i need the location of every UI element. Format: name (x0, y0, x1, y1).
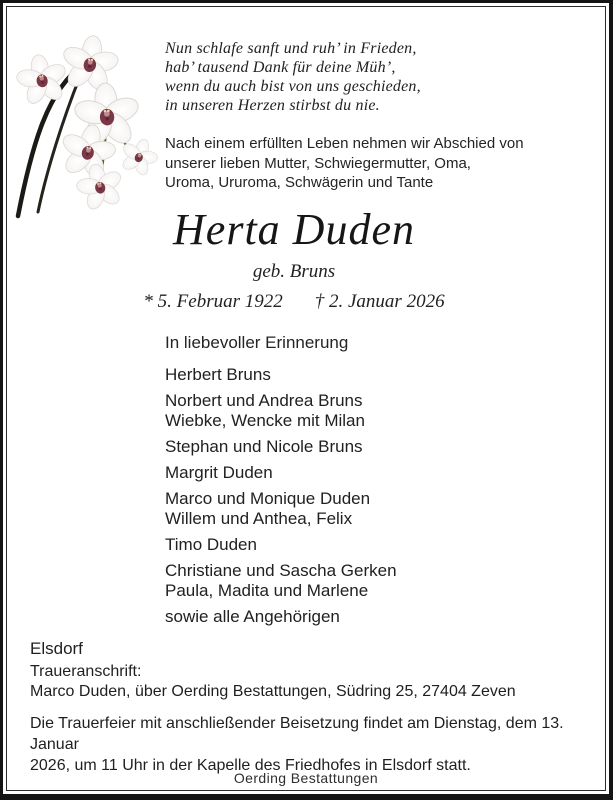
text-line: 2026, um 11 Uhr in der Kapelle des Friedhofes in Elsdorf statt. (30, 757, 471, 774)
death-date: † 2. Januar 2026 (314, 291, 445, 312)
text-line: in unseren Herzen stirbst du nie. (165, 97, 380, 114)
orchid-flower-image (8, 34, 158, 234)
mourner-line: Herbert Bruns (165, 365, 271, 384)
mourner-line: Marco und Monique Duden (165, 489, 371, 508)
memorial-poem (165, 39, 421, 115)
birth-date: * 5. Februar 1922 (143, 291, 283, 312)
closing-line: sowie alle Angehörigen (165, 607, 340, 626)
mourner-group (165, 561, 397, 601)
mourner-group (165, 489, 397, 529)
mourner-line: Christiane und Sascha Gerken (165, 561, 397, 580)
mourner-group (165, 365, 397, 385)
intro-text (165, 134, 524, 193)
condolence-address-label: Traueranschrift: (30, 663, 142, 680)
mourner-line: Norbert und Andrea Bruns (165, 391, 363, 410)
place-name: Elsdorf (30, 639, 83, 658)
mourner-line: Wiebke, Wencke mit Milan (165, 411, 365, 430)
text-line: unserer lieben Mutter, Schwiegermutter, Oma, (165, 154, 471, 172)
mourner-line: Willem und Anthea, Felix (165, 509, 353, 528)
text-line: wenn du auch bist von uns geschieden, (165, 78, 421, 95)
mourner-group (165, 463, 397, 483)
mourner-line: Margrit Duden (165, 463, 273, 482)
text-line: Nun schlafe sanft und ruh’ in Frieden, (165, 40, 417, 57)
mourner-group (165, 535, 397, 555)
mourners-list (165, 365, 397, 627)
text-line: Die Trauerfeier mit anschließender Beisetzung findet am Dienstag, dem 13. Januar (30, 715, 564, 753)
text-line: Nach einem erfüllten Leben nehmen wir Abschied von (165, 135, 524, 152)
mourner-line: Paula, Madita und Marlene (165, 581, 369, 600)
text-line: hab’ tausend Dank für deine Müh’, (165, 59, 396, 76)
maiden-name: geb. Bruns (252, 261, 336, 282)
life-dates (133, 291, 455, 313)
text-line: Uroma, Ururoma, Schwägerin und Tante (165, 174, 434, 191)
remembrance-line: In liebevoller Erinnerung (165, 333, 349, 352)
mourner-line: Timo Duden (165, 535, 257, 554)
mourner-group (165, 391, 397, 431)
deceased-name: Herta Duden (173, 205, 415, 254)
funeral-home-name: Oerding Bestattungen (233, 770, 379, 786)
mourner-group (165, 437, 397, 457)
mourner-line: Stephan und Nicole Bruns (165, 437, 363, 456)
ceremony-text (30, 713, 595, 776)
condolence-address-text: Marco Duden, über Oerding Bestattungen, Südring 25, 27404 Zeven (30, 683, 516, 700)
deceased-header (133, 205, 455, 313)
